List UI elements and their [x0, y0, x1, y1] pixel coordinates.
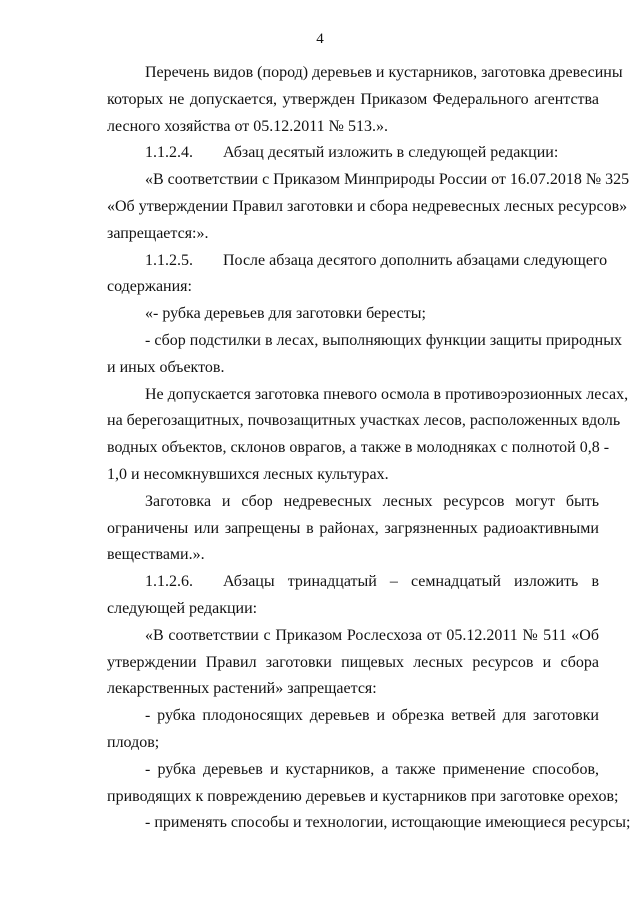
paragraph-resin-prohibition: [107, 382, 629, 489]
text-line: - рубка плодоносящих деревьев и обрезка ветвей для заготовки: [145, 707, 599, 725]
text-line: водных объектов, склонов оврагов, а также в молодняках с полнотой 0,8 -: [107, 439, 610, 457]
clause-text: Абзацы тринадцатый – семнадцатый изложить в: [223, 573, 599, 591]
paragraph-list-item: [107, 757, 619, 811]
paragraph-list-item: [107, 301, 599, 328]
clause-number: 1.1.2.4.: [145, 144, 193, 162]
text-line: 1,0 и несомкнувшихся лесных культурах.: [107, 465, 389, 483]
paragraph-rosleshoz-order: [107, 623, 599, 703]
text-line: Не допускается заготовка пневого осмола в противоэрозионных лесах,: [145, 385, 629, 403]
text-line: Перечень видов (пород) деревьев и кустарников, заготовка древесины: [145, 64, 623, 81]
text-line: лекарственных растений» запрещается:: [107, 680, 377, 698]
clause-line: [107, 140, 599, 167]
clause-number: 1.1.2.5.: [145, 251, 193, 269]
paragraph-species-list: [107, 60, 623, 140]
text-line: - применять способы и технологии, истощающие имеющиеся ресурсы;: [145, 814, 631, 832]
text-line: и иных объектов.: [107, 358, 225, 376]
text-line: содержания:: [107, 278, 192, 296]
text-line: запрещается:».: [107, 224, 209, 242]
text-line: - рубка деревьев и кустарников, а также применение способов,: [145, 760, 599, 778]
text-line: веществами.».: [107, 546, 205, 564]
paragraph-minprirody-order: [107, 167, 630, 247]
paragraph-radioactive-areas: [107, 489, 599, 569]
text-line: «Об утверждении Правил заготовки и сбора недревесных лесных ресурсов»: [107, 197, 628, 215]
paragraph-clause-1-1-2-6: [107, 569, 599, 623]
text-line: следующей редакции:: [107, 599, 258, 617]
text-line: на берегозащитных, почвозащитных участках лесов, расположенных вдоль: [107, 412, 621, 430]
text-line: утверждении Правил заготовки пищевых лесных ресурсов и сбора: [107, 653, 599, 671]
paragraph-list-item: [107, 328, 622, 382]
clause-text: Абзац десятый изложить в следующей редакции:: [223, 144, 559, 162]
text-line: приводящих к повреждению деревьев и кустарников при заготовке орехов;: [107, 787, 619, 805]
text-line: «В соответствии с Приказом Минприроды России от 16.07.2018 № 325: [145, 171, 630, 189]
text-line: лесного хозяйства от 05.12.2011 № 513.».: [107, 117, 388, 135]
text-line: «- рубка деревьев для заготовки бересты;: [145, 305, 426, 323]
text-line: которых не допускается, утвержден Приказом Федерального агентства: [107, 90, 599, 108]
text-line: Заготовка и сбор недревесных лесных ресурсов могут быть: [145, 492, 599, 510]
paragraph-clause-1-1-2-4: [107, 140, 599, 167]
page-number: 4: [316, 31, 324, 47]
text-line: ограничены или запрещены в районах, загрязненных радиоактивными: [107, 519, 599, 537]
paragraph-list-item: [107, 810, 631, 837]
document-body: [107, 60, 631, 837]
clause-number: 1.1.2.6.: [145, 573, 193, 591]
text-line: плодов;: [107, 733, 160, 751]
clause-line: [107, 569, 599, 596]
clause-line: [107, 248, 608, 275]
clause-text: После абзаца десятого дополнить абзацами следующего: [223, 251, 608, 269]
text-line: - сбор подстилки в лесах, выполняющих функции защиты природных: [145, 331, 622, 349]
paragraph-clause-1-1-2-5: [107, 248, 608, 302]
paragraph-list-item: [107, 703, 599, 757]
text-line: «В соответствии с Приказом Рослесхоза от 05.12.2011 № 511 «Об: [145, 626, 599, 644]
